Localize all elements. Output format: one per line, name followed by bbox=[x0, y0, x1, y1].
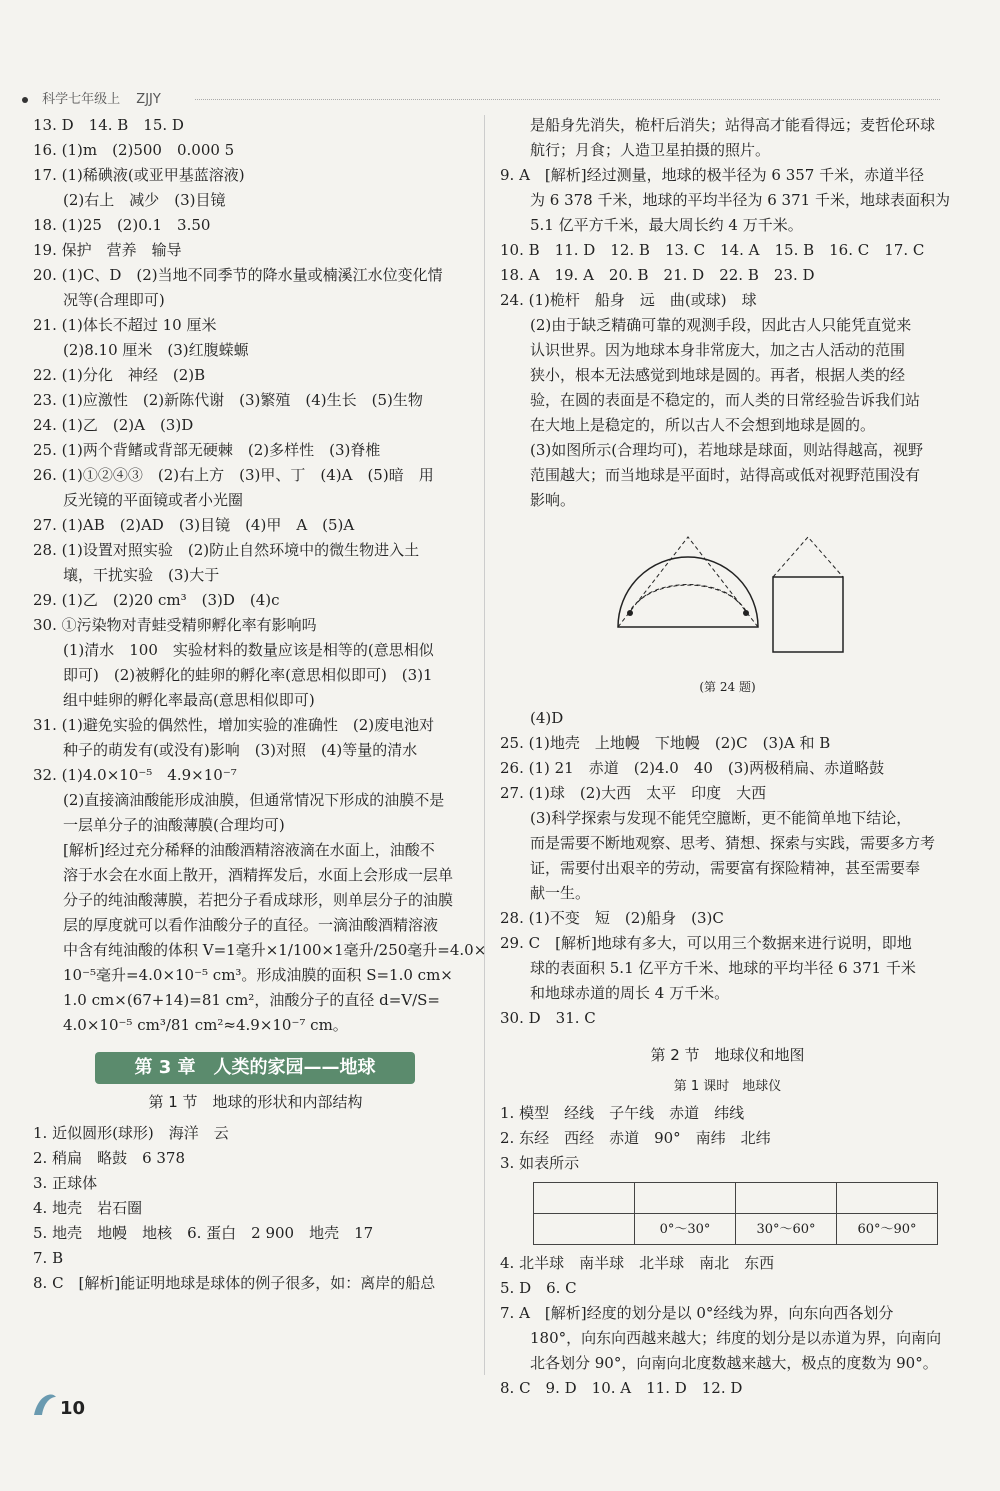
running-header bbox=[22, 88, 161, 107]
answer-line: 在大地上是稳定的，所以古人不会想到地球是圆的。 bbox=[530, 416, 876, 434]
chapter-title: 第 3 章 人类的家园——地球 bbox=[95, 1052, 415, 1084]
answer-line: 4.0×10⁻⁵ cm³/81 cm²≈4.9×10⁻⁷ cm。 bbox=[63, 1016, 348, 1034]
answer-line: 5.1 亿平方千米，最大周长约 4 万千米。 bbox=[530, 216, 803, 234]
answer-line: 5. D 6. C bbox=[500, 1279, 577, 1297]
answer-line: 北各划分 90°，向南向北度数越来越大，极点的度数为 90°。 bbox=[530, 1354, 938, 1372]
table-cell: 0°～30° bbox=[635, 1214, 736, 1245]
answer-line: 反光镜的平面镜或者小光圈 bbox=[63, 491, 244, 509]
answer-line: 22. (1)分化 神经 (2)B bbox=[33, 366, 206, 384]
answer-line: 4. 北半球 南半球 北半球 南北 东西 bbox=[500, 1254, 775, 1272]
answer-line: 即可) (2)被孵化的蛙卵的孵化率(意思相似即可) (3)1 bbox=[63, 666, 433, 684]
answer-line: (3)科学探索与发现不能凭空臆断，更不能简单地下结论， bbox=[530, 809, 912, 827]
right-column bbox=[500, 113, 955, 1401]
answer-line: (2)由于缺乏精确可靠的观测手段，因此古人只能凭直觉来 bbox=[530, 316, 912, 334]
sightline-high bbox=[618, 537, 758, 627]
answer-line: 8. C 9. D 10. A 11. D 12. D bbox=[500, 1379, 743, 1397]
latitude-table bbox=[533, 1182, 938, 1245]
answer-line: 18. (1)25 (2)0.1 3.50 bbox=[33, 216, 211, 234]
answer-line: 26. (1) 21 赤道 (2)4.0 40 (3)两极稍扁、赤道略鼓 bbox=[500, 759, 885, 777]
answer-line: 27. (1)AB (2)AD (3)目镜 (4)甲 A (5)A bbox=[33, 516, 355, 534]
sightline-flat bbox=[773, 537, 843, 577]
sightline-arc bbox=[628, 585, 748, 615]
answer-line: 10⁻⁵毫升=4.0×10⁻⁵ cm³。形成油膜的面积 S=1.0 cm× bbox=[63, 966, 453, 984]
answer-line: 17. (1)稀碘液(或亚甲基蓝溶液) bbox=[33, 166, 245, 184]
answer-line: 19. 保护 营养 输导 bbox=[33, 241, 182, 259]
answer-line: 25. (1)两个背鳍或背部无硬棘 (2)多样性 (3)脊椎 bbox=[33, 441, 381, 459]
figure-24 bbox=[500, 527, 955, 700]
answer-line: 2. 东经 西经 赤道 90° 南纬 北纬 bbox=[500, 1129, 771, 1147]
answer-line: 球的表面积 5.1 亿平方千米、地球的平均半径 6 371 千米 bbox=[530, 959, 916, 977]
flat-earth bbox=[773, 577, 843, 652]
left-column bbox=[33, 113, 487, 1296]
answer-line: 7. A [解析]经度的划分是以 0°经线为界，向东向西各划分 bbox=[500, 1304, 894, 1322]
dolphin-logo-icon bbox=[30, 1385, 60, 1425]
answer-line: 1. 近似圆形(球形) 海洋 云 bbox=[33, 1124, 229, 1142]
lesson-title: 第 1 课时 地球仪 bbox=[673, 1079, 782, 1094]
answer-line: 验，在圆的表面是不稳定的，而人类的日常经验告诉我们站 bbox=[530, 391, 921, 409]
curved-earth bbox=[618, 557, 758, 627]
table-cell bbox=[837, 1183, 938, 1214]
observer-dot bbox=[627, 610, 633, 616]
answer-line: 29. C [解析]地球有多大，可以用三个数据来进行说明，即地 bbox=[500, 934, 912, 952]
answer-line: 3. 正球体 bbox=[33, 1174, 98, 1192]
answer-line: 10. B 11. D 12. B 13. C 14. A 15. B 16. C 17. C bbox=[500, 241, 925, 259]
answer-line: 4. 地壳 岩石圈 bbox=[33, 1199, 143, 1217]
column-divider bbox=[484, 115, 485, 1375]
answer-line: 为 6 378 千米，地球的平均半径为 6 371 千米，地球表面积为 bbox=[530, 191, 950, 209]
answer-line: 范围越大；而当地球是平面时，站得高或低对视野范围没有 bbox=[530, 466, 921, 484]
answer-line: 而是需要不断地观察、思考、猜想、探索与实践，需要多方考 bbox=[530, 834, 936, 852]
answer-line: 7. B bbox=[33, 1249, 64, 1267]
answer-line: (1)清水 100 实验材料的数量应该是相等的(意思相似 bbox=[63, 641, 434, 659]
answer-line: 况等(合理即可) bbox=[63, 291, 165, 309]
section-title: 第 1 节 地球的形状和内部结构 bbox=[148, 1093, 363, 1111]
page-number: 10 bbox=[60, 1398, 86, 1419]
section-title: 第 2 节 地球仪和地图 bbox=[650, 1046, 805, 1064]
answer-line: (2)右上 减少 (3)目镜 bbox=[63, 191, 226, 209]
answer-line: 21. (1)体长不超过 10 厘米 bbox=[33, 316, 217, 334]
table-cell bbox=[736, 1183, 837, 1214]
answer-line: 层的厚度就可以看作油酸分子的直径。一滴油酸酒精溶液 bbox=[63, 916, 439, 934]
horizon-diagram bbox=[578, 527, 878, 667]
answer-line: 影响。 bbox=[530, 491, 576, 509]
answer-line: 16. (1)m (2)500 0.000 5 bbox=[33, 141, 235, 159]
answer-line: 壤，干扰实验 (3)大于 bbox=[63, 566, 220, 584]
answer-line: 1.0 cm×(67+14)=81 cm²，油酸分子的直径 d=V/S= bbox=[63, 991, 440, 1009]
answer-line: 证，需要付出艰辛的劳动，需要富有探险精神，甚至需要奉 bbox=[530, 859, 921, 877]
sightline-low bbox=[638, 584, 738, 602]
answer-line: 2. 稍扁 略鼓 6 378 bbox=[33, 1149, 186, 1167]
answer-line: 献一生。 bbox=[530, 884, 591, 902]
answer-line: 23. (1)应激性 (2)新陈代谢 (3)繁殖 (4)生长 (5)生物 bbox=[33, 391, 423, 409]
answer-line: 28. (1)设置对照实验 (2)防止自然环境中的微生物进入土 bbox=[33, 541, 420, 559]
table-row bbox=[534, 1183, 938, 1214]
answer-line: 28. (1)不变 短 (2)船身 (3)C bbox=[500, 909, 724, 927]
answer-line: 溶于水会在水面上散开，酒精挥发后，水面上会形成一层单 bbox=[63, 866, 454, 884]
observer-dot bbox=[743, 610, 749, 616]
header-code: ZJJY bbox=[136, 92, 161, 107]
figure-caption: (第 24 题) bbox=[699, 680, 756, 694]
answer-line: 是船身先消失，桅杆后消失；站得高才能看得远；麦哲伦环球 bbox=[530, 116, 936, 134]
answer-line: 5. 地壳 地幔 地核 6. 蛋白 2 900 地壳 17 bbox=[33, 1224, 374, 1242]
answer-line: 24. (1)桅杆 船身 远 曲(或球) 球 bbox=[500, 291, 757, 309]
answer-line: 13. D 14. B 15. D bbox=[33, 116, 184, 134]
answer-line: 24. (1)乙 (2)A (3)D bbox=[33, 416, 194, 434]
answer-line: 25. (1)地壳 上地幔 下地幔 (2)C (3)A 和 B bbox=[500, 734, 831, 752]
answer-line: 27. (1)球 (2)大西 太平 印度 大西 bbox=[500, 784, 767, 802]
answer-line: (2)直接滴油酸能形成油膜，但通常情况下形成的油膜不是 bbox=[63, 791, 445, 809]
answer-line: 一层单分子的油酸薄膜(合理均可) bbox=[63, 816, 285, 834]
answer-line: (4)D bbox=[530, 709, 564, 727]
answer-line: 8. C [解析]能证明地球是球体的例子很多，如：离岸的船总 bbox=[33, 1274, 436, 1292]
answer-line: 组中蛙卵的孵化率最高(意思相似即可) bbox=[63, 691, 315, 709]
table-cell bbox=[534, 1183, 635, 1214]
answer-line: (2)8.10 厘米 (3)红腹蝾螈 bbox=[63, 341, 249, 359]
answer-line: 30. D 31. C bbox=[500, 1009, 596, 1027]
answer-line: 航行；月食；人造卫星拍摄的照片。 bbox=[530, 141, 771, 159]
answer-line: 种子的萌发有(或没有)影响 (3)对照 (4)等量的清水 bbox=[63, 741, 418, 759]
answer-line: 和地球赤道的周长 4 万千米。 bbox=[530, 984, 730, 1002]
table-cell bbox=[635, 1183, 736, 1214]
answer-line: 分子的纯油酸薄膜，若把分子看成球形，则单层分子的油膜 bbox=[63, 891, 454, 909]
answer-line: 180°，向东向西越来越大；纬度的划分是以赤道为界，向南向 bbox=[530, 1329, 942, 1347]
answer-line: 1. 模型 经线 子午线 赤道 纬线 bbox=[500, 1104, 745, 1122]
header-rule bbox=[195, 99, 940, 100]
answer-line: 32. (1)4.0×10⁻⁵ 4.9×10⁻⁷ bbox=[33, 766, 237, 784]
answer-line: 30. ①污染物对青蛙受精卵孵化率有影响吗 bbox=[33, 616, 317, 634]
table-cell: 30°～60° bbox=[736, 1214, 837, 1245]
answer-line: 20. (1)C、D (2)当地不同季节的降水量或楠溪江水位变化情 bbox=[33, 266, 443, 284]
answer-line: 26. (1)①②④③ (2)右上方 (3)甲、丁 (4)A (5)暗 用 bbox=[33, 466, 434, 484]
table-cell: 60°～90° bbox=[837, 1214, 938, 1245]
answer-line: 31. (1)避免实验的偶然性，增加实验的准确性 (2)废电池对 bbox=[33, 716, 435, 734]
answer-line: 29. (1)乙 (2)20 cm³ (3)D (4)c bbox=[33, 591, 280, 609]
answer-line: 18. A 19. A 20. B 21. D 22. B 23. D bbox=[500, 266, 815, 284]
answer-line: [解析]经过充分稀释的油酸酒精溶液滴在水面上，油酸不 bbox=[63, 841, 435, 859]
table-row bbox=[534, 1214, 938, 1245]
bullet-icon bbox=[22, 97, 28, 103]
answer-line: 中含有纯油酸的体积 V=1毫升×1/100×1毫升/250毫升=4.0× bbox=[63, 941, 487, 959]
answer-line: 3. 如表所示 bbox=[500, 1154, 580, 1172]
answer-line: 认识世界。因为地球本身非常庞大，加之古人活动的范围 bbox=[530, 341, 906, 359]
answer-line: 狭小，根本无法感觉到地球是圆的。再者，根据人类的经 bbox=[530, 366, 906, 384]
answer-line: (3)如图所示(合理均可)，若地球是球面，则站得越高，视野 bbox=[530, 441, 923, 459]
answer-line: 9. A [解析]经过测量，地球的极半径为 6 357 千米，赤道半径 bbox=[500, 166, 925, 184]
table-cell bbox=[534, 1214, 635, 1245]
header-title: 科学七年级上 bbox=[42, 92, 121, 107]
